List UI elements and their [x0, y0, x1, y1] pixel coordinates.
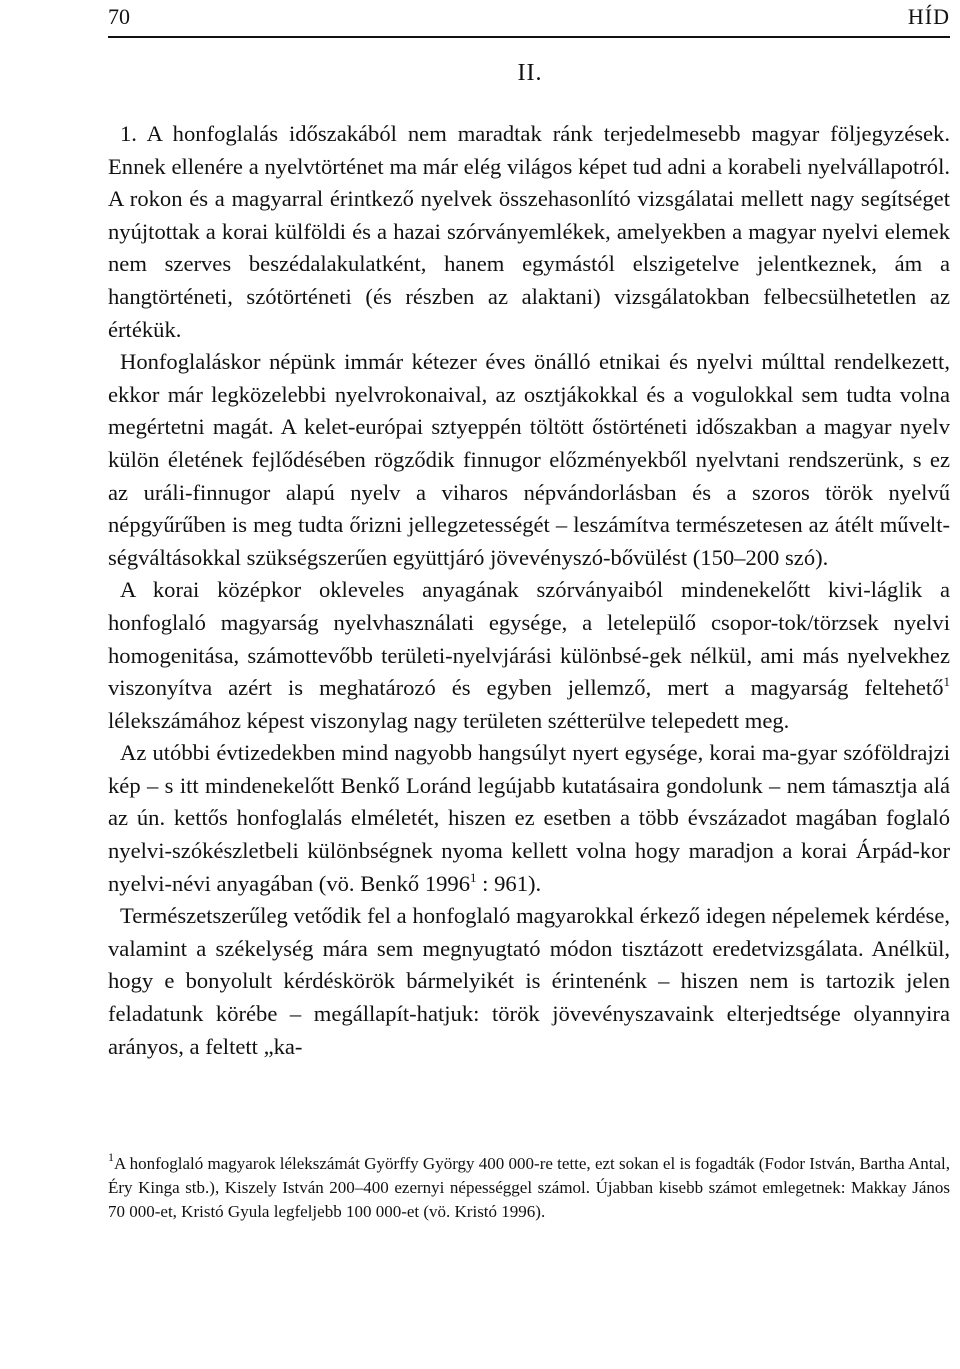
footnote-reference: 1 — [943, 674, 950, 690]
paragraph — [108, 118, 950, 346]
footnote — [108, 1152, 950, 1224]
page-header — [108, 0, 950, 38]
paragraph — [108, 346, 950, 574]
footnote-text: A honfoglaló magyarok lélekszámát Györffy György 400 000-re tette, ezt sokan el is fogadták (Fodor István, Bartha Antal, Éry Kinga stb.), Kiszely István 200–400 ezernyi népességgel számol. Újabban kisebb számot emlegetnek: Makkay János 70 000-et, Kristó Gyula legfeljebb 100 000-et (vö. Kristó 1996). — [108, 1154, 950, 1221]
paragraph-text: A korai középkor okleveles anyagának szórványaiból mindenekelőtt kivi-láglik a honfoglaló magyarság nyelvhasználati egysége, a letelepülő csopor-tok/törzsek nyelvi homogenitása, számottevőbb területi-nyelvjárási különbsé-gek nélkül, ami más nyelvekhez viszonyítva azért is meghatározó és egyben jellemző, mert a magyarság feltehető — [108, 577, 950, 701]
footnote-mark: 1 — [108, 1150, 114, 1164]
paragraph-text: Az utóbbi évtizedekben mind nagyobb hangsúlyt nyert egysége, korai ma-gyar szóföldrajzi kép – s itt mindenekelőtt Benkő Loránd legújabb kutatásaira gondolunk – nem támasztja alá az ún. kettős honfoglalás elméletét, hiszen ez esetben a több évszázadot magában foglaló nyelvi-szókészletbeli különbségnek nyoma kellett volna hogy maradjon a korai Árpád-kor nyelvi-névi anyagában (vö. Benkő 1996 — [108, 740, 950, 896]
running-head: HÍD — [907, 4, 950, 29]
page-number: 70 — [108, 4, 130, 29]
paragraph — [108, 574, 950, 737]
paragraph — [108, 737, 950, 900]
paragraph-text: lélekszámához képest viszonylag nagy területen szétterülve telepedett meg. — [108, 707, 790, 733]
paragraph-text: Honfoglaláskor népünk immár kétezer éves önálló etnikai és nyelvi múlttal rendelkezett, ekkor már legközelebbi nyelvrokonaival, az osztjákokkal és a vogulokkal sem tudta volna megértetni magát. A kelet-európai sztyeppén töltött őstörténeti időszakban a magyar nyelv külön életének fejlődésében rögződik finnugor előzményekből nyelvtani rendszerünk, s ez az uráli-finnugor alapú nyelv a viharos népvándorlásban és a szoros török nyelvű népgyűrűben is meg tudta őrizni jellegzetességét – leszámítva természetesen az átélt művelt-ségváltásokkal szükségszerűen együttjáró jövevényszó-bővülést (150–200 szó). — [108, 349, 950, 570]
paragraph-text: Természetszerűleg vetődik fel a honfoglaló magyarokkal érkező idegen népelemek kérdése, valamint a székelység mára sem megnyugtató módon tisztázott eredetvizsgálata. Anélkül, hogy e bonyolult kérdéskörök bármelyikét is érintenénk – hiszen nem is tartozik jelen feladatunk körébe – megállapít-hatjuk: török jövevényszavaink elterjedtsége olyannyira arányos, a feltett „ka- — [108, 903, 950, 1059]
footnotes — [108, 1152, 950, 1224]
section-heading: II. — [517, 60, 543, 86]
paragraph-text: : 961). — [476, 870, 542, 896]
body-text — [108, 118, 950, 1063]
paragraph-text: 1. A honfoglalás időszakából nem maradtak ránk terjedelmesebb magyar följegyzések. Ennek ellenére a nyelvtörténet ma már elég világos képet tud adni a korabeli nyelvállapotról. A rokon és a magyarral érintkező nyelvek összehasonlító vizsgálatai mellett nagy segítséget nyújtottak a korai külföldi és a hazai szórványemlékek, amelyekben a magyar nyelvi elemek nem szerves beszédalakulatként, hanem egymástól elszigetelve jelentkeznek, ám a hangtörténeti, szótörténeti (és részben az alaktani) vizsgálatokban felbecsülhetetlen az értékük. — [108, 121, 950, 342]
paragraph — [108, 900, 950, 1063]
citation-superscript: 1 — [470, 869, 477, 885]
